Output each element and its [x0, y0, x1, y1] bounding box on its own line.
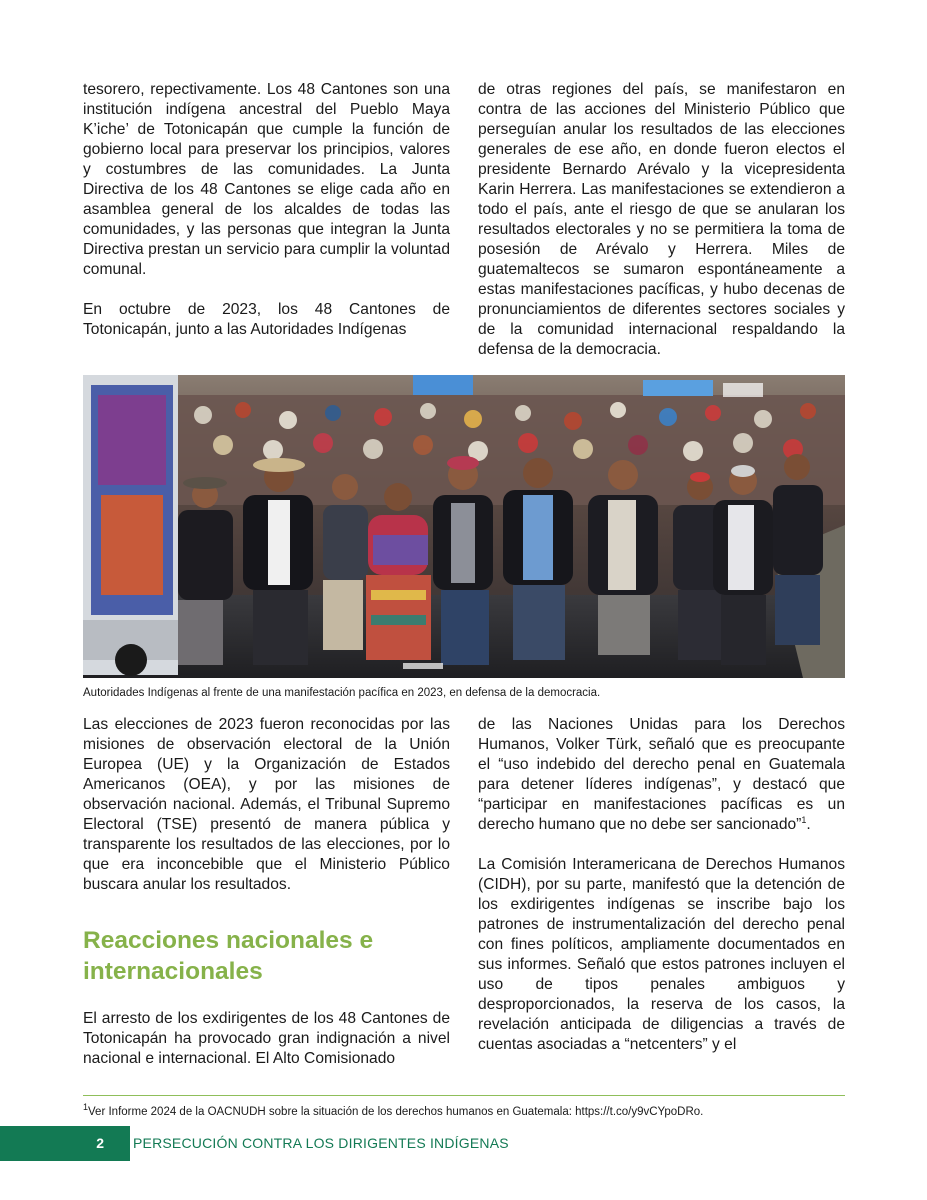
top-right-column — [478, 80, 845, 360]
photo-caption: Autoridades Indígenas al frente de una manifestación pacífica en 2023, en defensa de la democracia. — [83, 687, 601, 699]
paragraph-october-2023: En octubre de 2023, los 48 Cantones de Totonicapán, junto a las Autoridades Indígenas — [83, 301, 450, 338]
bottom-right-column — [478, 715, 845, 1055]
paragraph-48-cantones: tesorero, repectivamente. Los 48 Cantones son una institución indígena ancestral del Pueblo Maya K’iche’ de Totonicapán que cumple la función de gobierno local para preservar los principios, valores y costumbres de las comunidades. La Junta Directiva de los 48 Cantones se elige cada año en asamblea general de los alcaldes de todas las comunidades, y las personas que integran la Junta Directiva prestan un servicio para cumplir la voluntad comunal. — [83, 81, 450, 278]
paragraph-manifestaciones: de otras regiones del país, se manifestaron en contra de las acciones del Ministerio Público que perseguían anular los resultados de las elecciones generales de ese año, en donde fueron electos el presidente Bernardo Arévalo y la vicepresidenta Karin Herrera. Las manifestaciones se extendieron a todo el país, ante el riesgo de que se anularan los resultados electorales y no se permitiera la toma de posesión de Arévalo y Herrera. Miles de guatemaltecos se sumaron espontáneamente a estas manifestaciones pacíficas, y hubo decenas de pronunciamientos de diferentes sectores sociales y de la comunidad internacional respaldando la defensa de la democracia. — [478, 81, 845, 358]
footnote-reference[interactable]: 1 — [801, 814, 807, 825]
paragraph-arresto: El arresto de los exdirigentes de los 48 Cantones de Totonicapán ha provocado gran indignación a nivel nacional e internacional. El Alto Comisionado — [83, 1010, 450, 1067]
footnote-text: Ver Informe 2024 de la OACNUDH sobre la situación de los derechos humanos en Guatemala: https://t.co/y9vCYpoDRo. — [88, 1106, 704, 1118]
page-number: 2 — [0, 1126, 130, 1161]
paragraph-naciones-unidas-text: de las Naciones Unidas para los Derechos Humanos, Volker Türk, señaló que es preocupante el “uso indebido del derecho penal en Guatemala para detener líderes indígenas”, y destacó que “participar en manifestaciones pacíficas es un derecho humano que no debe ser sancionado” — [478, 716, 845, 833]
protest-photo — [83, 375, 845, 678]
running-footer-title: PERSECUCIÓN CONTRA LOS DIRIGENTES INDÍGENAS — [133, 1135, 509, 1151]
paragraph-cidh: La Comisión Interamericana de Derechos Humanos (CIDH), por su parte, manifestó que la detención de los exdirigentes indígenas se inscribe bajo los patrones de instrumentalización del derecho penal con fines políticos, ampliamente documentados en sus informes. Señaló que estos patrones incluyen el uso de tipos penales ambiguos y desproporcionados, la reserva de los casos, la revelación anticipada de diligencias a través de cuentas asociadas a “netcenters” y el — [478, 856, 845, 1053]
paragraph-naciones-unidas-end: . — [806, 816, 811, 833]
top-left-column — [83, 80, 450, 340]
section-heading: Reacciones nacionales e internacionales — [83, 927, 374, 985]
footnote-marker: 1 — [83, 1102, 89, 1113]
paragraph-elecciones-2023: Las elecciones de 2023 fueron reconocidas por las misiones de observación electoral de la Unión Europea (UE) y la Organización de Estados Americanos (OEA), y por las misiones de observación nacional. Además, el Tribunal Supremo Electoral (TSE) presentó de manera pública y transparente los resultados de las elecciones, por lo que era inconcebible que el Ministerio Público buscara anular los resultados. — [83, 716, 450, 893]
footnote — [83, 1102, 704, 1118]
footnote-divider — [83, 1095, 845, 1096]
bottom-left-column — [83, 715, 450, 1069]
paragraph-naciones-unidas — [478, 715, 845, 835]
